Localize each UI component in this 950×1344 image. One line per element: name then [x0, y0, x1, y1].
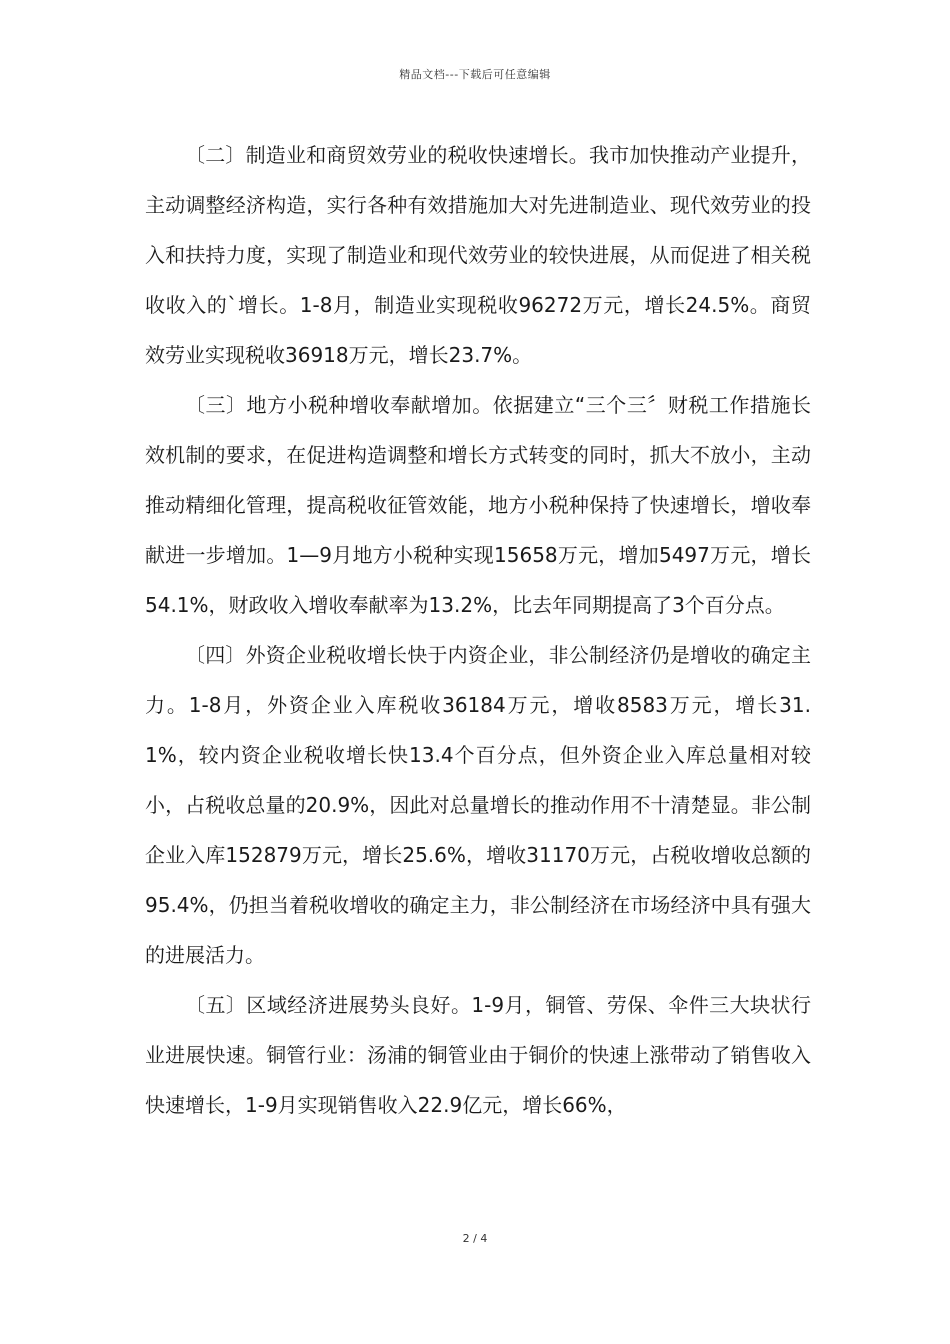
page-number: 2 / 4: [462, 1232, 488, 1245]
page-header: 精品文档---下载后可任意编辑: [399, 68, 551, 81]
paragraph-foreign-private-enterprises: 〔四〕外资企业税收增长快于内资企业，非公制经济仍是增收的确定主力。1-8月，外资企业入库税收36184万元，增收8583万元，增长31.1%，较内资企业税收增长快13.4个百分点，但外资企业入库总量相对较小，占税收总量的20.9%，因此对总量增长的推动作用不十清楚显。非公制企业入库152879万元，增长25.6%，增收31170万元，占税收增收总额的95.4%，仍担当着税收增收的确定主力，非公制经济在市场经济中具有强大的进展活力。: [145, 643, 811, 967]
paragraph-local-small-taxes: 〔三〕地方小税种增收奉献增加。依据建立“三个三〞财税工作措施长效机制的要求，在促进构造调整和增长方式转变的同时，抓大不放小，主动推动精细化管理，提高税收征管效能，地方小税种保持了快速增长，增收奉献进一步增加。1—9月地方小税种实现15658万元，增加5497万元，增长54.1%，财政收入增收奉献率为13.2%，比去年同期提高了3个百分点。: [145, 393, 811, 617]
paragraph-manufacturing-commerce: 〔二〕制造业和商贸效劳业的税收快速增长。我市加快推动产业提升，主动调整经济构造，实行各种有效措施加大对先进制造业、现代效劳业的投入和扶持力度，实现了制造业和现代效劳业的较快进展，从而促进了相关税收收入的`增长。1-8月，制造业实现税收96272万元，增长24.5%。商贸效劳业实现税收36918万元，增长23.7%。: [145, 143, 811, 367]
paragraph-regional-economy: 〔五〕区域经济进展势头良好。1-9月，铜管、劳保、伞件三大块状行业进展快速。铜管行业：汤浦的铜管业由于铜价的快速上涨带动了销售收入快速增长，1-9月实现销售收入22.9亿元，增长66%，: [145, 993, 811, 1117]
document-body: [145, 130, 811, 1130]
